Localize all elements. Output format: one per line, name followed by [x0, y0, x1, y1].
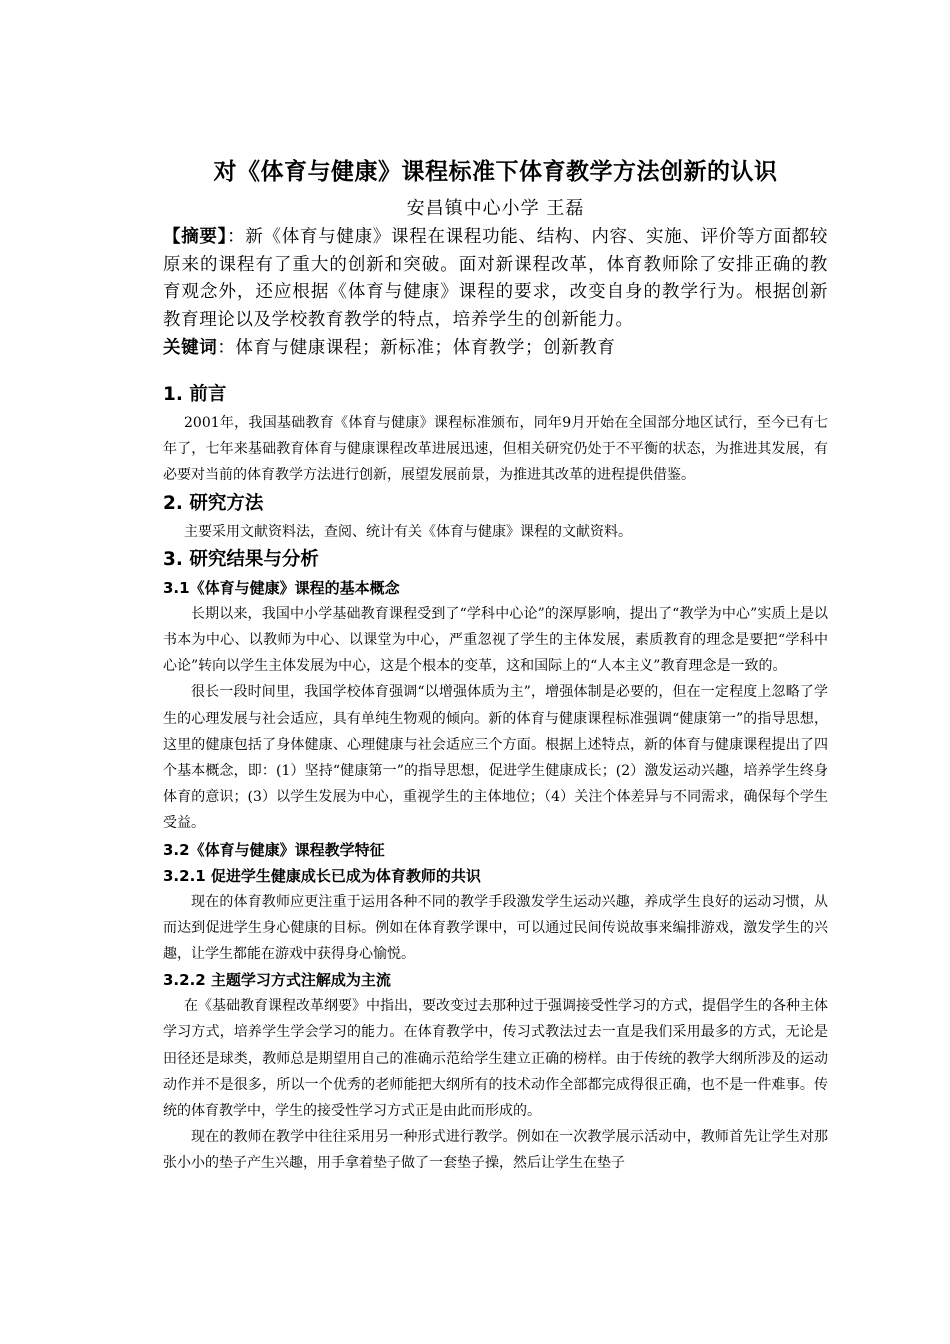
- section-heading-intro: 1. 前言: [163, 384, 227, 405]
- subsection-heading-3-2: 3.2《体育与健康》课程教学特征: [163, 840, 385, 859]
- document-title: 对《体育与健康》课程标准下体育教学方法创新的认识: [213, 159, 778, 185]
- section-heading-results: 3. 研究结果与分析: [163, 548, 319, 570]
- subsection-heading-3-2-2: 3.2.2 主题学习方式注解成为主流: [163, 971, 391, 990]
- section-heading-method: 2. 研究方法: [163, 492, 264, 514]
- abstract-text: ：新《体育与健康》课程在课程功能、结构、内容、实施、评价等方面都较原来的课程有了重大的创新和突破。面对新课程改革，体育教师除了安排正确的教育观念外，还应根据《体育与健康》课程的要求，改变自身的教学行为。根据创新教育理论以及学校教育教学的特点，培养学生的创新能力。: [163, 227, 828, 330]
- keywords-text: ：体育与健康课程；新标准；体育教学；创新教育: [217, 338, 616, 358]
- paragraph-3-2-2-a: 在《基础教育课程改革纲要》中指出，要改变过去那种过于强调接受性学习的方式，提倡学生的各种主体学习方式，培养学生学会学习的能力。在体育教学中，传习式教法过去一直是我们采用最多的方式，无论是田径还是球类，教师总是期望用自己的准确示范给学生建立正确的榜样。由于传统的教学大纲所涉及的运动动作并不是很多，所以一个优秀的老师能把大纲所有的技术动作全部都完成得很正确，也不是一件难事。传统的体育教学中，学生的接受性学习方式正是由此而形成的。: [163, 998, 828, 1120]
- subsection-heading-3-1: 3.1《体育与健康》课程的基本概念: [163, 578, 400, 597]
- paragraph-3-2-2-b: 现在的教师在教学中往往采用另一种形式进行教学。例如在一次教学展示活动中，教师首先让学生对那张小小的垫子产生兴趣，用手拿着垫子做了一套垫子操，然后让学生在垫子: [163, 1129, 828, 1172]
- paragraph-method: 主要采用文献资料法，查阅、统计有关《体育与健康》课程的文献资料。: [184, 523, 632, 540]
- paragraph-3-2-1: 现在的体育教师应更注重于运用各种不同的教学手段激发学生运动兴趣，养成学生良好的运动习惯，从而达到促进学生身心健康的目标。例如在体育教学课中，可以通过民间传说故事来编排游戏，激发学生的兴趣，让学生都能在游戏中获得身心愉悦。: [163, 893, 828, 963]
- document-body: [163, 150, 828, 1177]
- subsection-heading-3-2-1: 3.2.1 促进学生健康成长已成为体育教师的共识: [163, 866, 481, 885]
- paragraph-3-1-a: 长期以来，我国中小学基础教育课程受到了“学科中心论”的深厚影响，提出了“教学为中心”实质上是以书本为中心、以教师为中心、以课堂为中心，严重忽视了学生的主体发展，素质教育的理念是要把“学科中心论”转向以学生主体发展为中心，这是个根本的变革，这和国际上的“人本主义”教育理念是一致的。: [163, 605, 828, 675]
- keywords-label: 关键词: [163, 338, 218, 358]
- document-author: 安昌镇中心小学 王磊: [406, 198, 585, 219]
- abstract-label: 【摘要】: [163, 227, 228, 247]
- keywords: [163, 334, 828, 362]
- paragraph-intro: 2001年，我国基础教育《体育与健康》课程标准颁布，同年9月开始在全国部分地区试行，至今已有七年了，七年来基础教育体育与健康课程改革进展迅速，但相关研究仍处于不平衡的状态，为推进其发展，有必要对当前的体育教学方法进行创新，展望发展前景，为推进其改革的进程提供借鉴。: [163, 415, 828, 484]
- abstract: [163, 224, 828, 334]
- paragraph-3-1-b: 很长一段时间里，我国学校体育强调“以增强体质为主”，增强体制是必要的，但在一定程度上忽略了学生的心理发展与社会适应，具有单纯生物观的倾向。新的体育与健康课程标准强调“健康第一”的指导思想，这里的健康包括了身体健康、心理健康与社会适应三个方面。根据上述特点，新的体育与健康课程提出了四个基本概念，即：(1）坚持“健康第一”的指导思想，促进学生健康成长；(2）激发运动兴趣，培养学生终身体育的意识；(3）以学生发展为中心，重视学生的主体地位；（4）关注个体差异与不同需求，确保每个学生受益。: [163, 684, 828, 832]
